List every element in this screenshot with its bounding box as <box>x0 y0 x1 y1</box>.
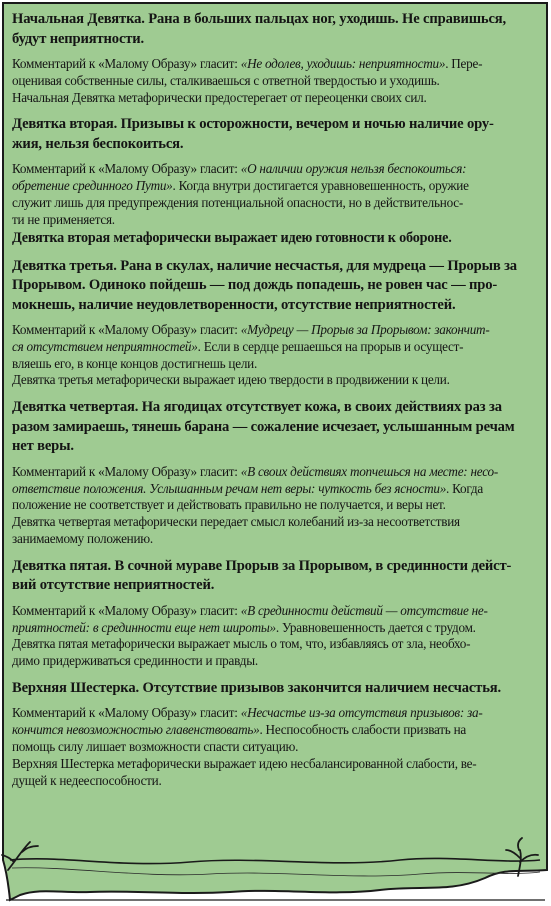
commentary-text: Комментарий к «Малому Образу» гласит: <box>12 705 241 721</box>
commentary-text: . Если в сердце решаешься на прорыв и осущест- <box>197 338 464 354</box>
quote-text: ответствие положения. Услышанным речам нет веры: чуткость без ясности» <box>12 480 447 496</box>
section-title-line: Верхняя Шестерка. Отсутствие призывов закончится наличием несчастья. <box>12 679 502 696</box>
commentary-text: ти не применяется. <box>12 211 115 227</box>
commentary-text: помощь силу лишает возможности спасти ситуацию. <box>12 739 299 755</box>
quote-text: «В срединности действий — отсутствие не- <box>240 602 488 618</box>
commentary-text: Комментарий к «Малому Образу» гласит: <box>12 161 241 177</box>
commentary-text: положение не соответствует и действовать правильно не получается, и веры нет. <box>12 497 446 513</box>
commentary-line <box>12 212 538 229</box>
commentary-line <box>12 56 538 73</box>
line-section <box>12 679 538 798</box>
commentary-text: Комментарий к «Малому Образу» гласит: <box>12 602 241 618</box>
commentary-text: Комментарий к «Малому Образу» гласит: <box>12 322 241 338</box>
commentary-line <box>12 481 538 498</box>
commentary-text: Девятка четвертая метафорически передает смысл колебаний из-за несоответствия <box>12 514 460 530</box>
quote-text: приятностей: в срединности еще нет широты» <box>12 619 276 635</box>
commentary-text: Верхняя Шестерка метафорически выражает идею несбалансированной слабости, ве- <box>12 755 477 771</box>
section-title-line: Девятка пятая. В сочной мураве Прорыв за Прорывом, в срединности дейст- <box>12 557 512 574</box>
text-content <box>12 10 538 798</box>
commentary-text: занимаемому положению. <box>12 530 153 546</box>
commentary-line <box>12 356 538 373</box>
section-title-line: Прорывом. Одиноко пойдешь — под дождь попадешь, не ровен час — про- <box>12 277 498 294</box>
commentary-text: дущей к недееспособности. <box>12 772 162 788</box>
commentary-line <box>12 620 538 637</box>
commentary-text: . Уравновешенность дается с трудом. <box>275 619 476 635</box>
commentary-line <box>12 756 538 773</box>
section-title-line: разом замираешь, тянешь барана — сожаление исчезает, услышанным речам <box>12 418 515 435</box>
quote-text: «О наличии оружия нельзя беспокоиться: <box>240 161 467 177</box>
line-section <box>12 398 538 556</box>
section-title-line: жия, нельзя беспокоиться. <box>12 135 184 152</box>
quote-text: ся отсутствием неприятностей» <box>12 338 198 354</box>
quote-text: «В своих действиях топчешься на месте: несо- <box>240 463 498 479</box>
section-title-line: вий отсутствие неприятностей. <box>12 577 215 594</box>
commentary-text: димо придерживаться срединности и правды. <box>12 653 258 669</box>
commentary-line <box>12 603 538 620</box>
section-title-line: Девятка четвертая. На ягодицах отсутствует кожа, в своих действиях раз за <box>12 399 502 416</box>
line-section <box>12 257 538 399</box>
commentary-line <box>12 653 538 670</box>
commentary-line <box>12 372 538 389</box>
line-section <box>12 557 538 679</box>
section-title-line: будут неприятности. <box>12 30 145 47</box>
commentary-text: Девятка пятая метафорически выражает мысль о том, что, избавляясь от зла, необхо- <box>12 636 471 652</box>
commentary-text: . Неспособность слабости призвать на <box>259 722 467 738</box>
commentary-line <box>12 322 538 339</box>
commentary-line <box>12 339 538 356</box>
commentary-text: . Когда <box>446 480 483 496</box>
section-title-line: Девятка третья. Рана в скулах, наличие несчастья, для мудреца — Прорыв за <box>12 257 517 274</box>
commentary-line <box>12 90 538 107</box>
quote-text: обретение срединного Пути» <box>12 178 173 194</box>
commentary-text: Девятка третья метафорически выражает идею твердости в продвижении к цели. <box>12 372 450 388</box>
commentary-line <box>12 773 538 790</box>
commentary-text: вляешь его, в конце концов достигнешь цели. <box>12 355 258 371</box>
commentary-line <box>12 195 538 212</box>
commentary-line <box>12 73 538 90</box>
commentary-text: оценивая собственные силы, сталкиваешься с ответной твердостью и уходишь. <box>12 72 440 88</box>
section-title-line: Начальная Девятка. Рана в больших пальцах ног, уходишь. Не справишься, <box>12 11 507 27</box>
commentary-line <box>12 464 538 481</box>
commentary-text: Начальная Девятка метафорически предостерегает от переоценки своих сил. <box>12 89 427 105</box>
quote-text: «Мудрецу — Прорыв за Прорывом: закончит- <box>240 322 490 338</box>
commentary-line <box>12 178 538 195</box>
commentary-line <box>12 705 538 722</box>
commentary-text: Комментарий к «Малому Образу» гласит: <box>12 56 241 71</box>
commentary-line <box>12 497 538 514</box>
commentary-line <box>12 722 538 739</box>
commentary-text: . Пере- <box>445 56 483 71</box>
commentary-line <box>12 531 538 548</box>
summary-line: Девятка вторая метафорически выражает идею готовности к обороне. <box>12 229 452 246</box>
line-section <box>12 115 538 256</box>
section-title-line: Девятка вторая. Призывы к осторожности, вечером и ночью наличие ору- <box>12 116 494 133</box>
commentary-line <box>12 514 538 531</box>
line-section <box>12 10 538 115</box>
commentary-text: Комментарий к «Малому Образу» гласит: <box>12 463 241 479</box>
commentary-line <box>12 739 538 756</box>
commentary-text: . Когда внутри достигается уравновешенность, оружие <box>172 178 469 194</box>
section-title-line: нет веры. <box>12 438 74 455</box>
commentary-text: служит лишь для предупреждения потенциальной опасности, но в действительнос- <box>12 194 463 210</box>
commentary-line <box>12 161 538 178</box>
section-title-line: мокнешь, наличие неудовлетворенности, отсутствие неприятностей. <box>12 296 456 313</box>
commentary-line <box>12 636 538 653</box>
quote-text: «Несчастье из-за отсутствия призывов: за- <box>240 705 483 721</box>
quote-text: «Не одолев, уходишь: неприятности» <box>240 56 446 71</box>
quote-text: кончится невозможностью главенствовать» <box>12 722 260 738</box>
